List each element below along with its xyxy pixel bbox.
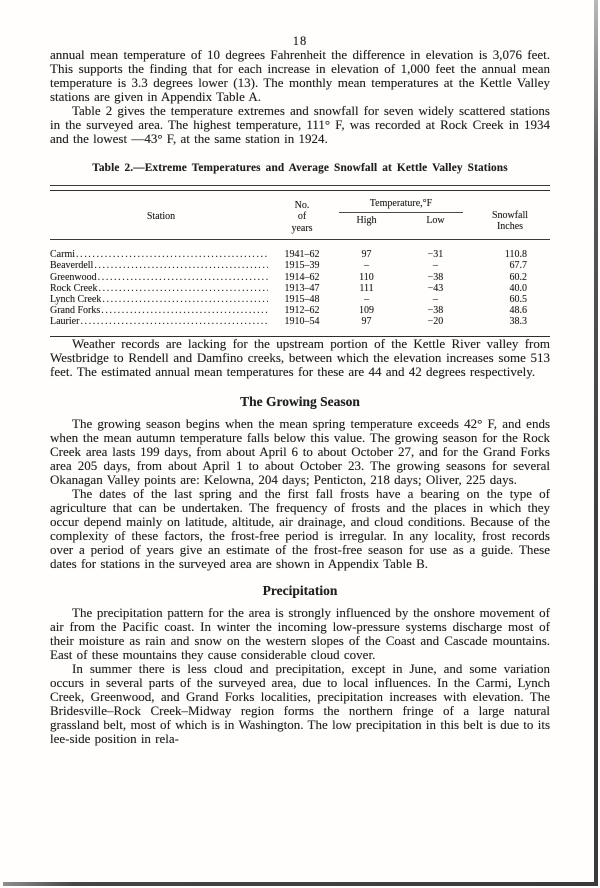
table-row <box>50 294 550 305</box>
cell-station <box>50 260 272 271</box>
header-high-low-row <box>332 215 470 226</box>
cell-high: 97 <box>361 249 372 261</box>
header-years-line1: No. <box>294 200 310 212</box>
dot-leader <box>98 272 268 283</box>
header-temperature-label: Temperature,°F <box>369 198 433 210</box>
cell-high: 111 <box>359 282 374 294</box>
heading-precipitation: Precipitation <box>262 583 338 599</box>
header-high: High <box>356 215 377 227</box>
page-number: 18 <box>292 34 308 48</box>
cell-low: – <box>433 260 438 272</box>
scan-shadow-right <box>594 0 598 882</box>
cell-years: 1912–62 <box>284 305 320 317</box>
paragraph-table2-intro: Table 2 gives the temperature extremes and snowfall for seven widely scattered stations in the surveyed area. The highest temperature, 111° F, was recorded at Rock Creek in 1934 and the lowest —43° F, at the same station in 1924. <box>50 103 550 146</box>
dot-leader <box>94 260 268 271</box>
header-station <box>50 195 272 239</box>
cell-snowfall: 38.3 <box>509 316 527 328</box>
temperature-subrule <box>339 212 463 213</box>
cell-station <box>50 283 272 294</box>
paragraph-weather-records: Weather records are lacking for the upstream portion of the Kettle River valley from Westbridge to Rendell and Damfino creeks, between which the elevation increases some 513 feet. The estimated annual mean temperatures for these are 44 and 42 degrees respectively. <box>50 336 550 380</box>
paragraph-precipitation-1: The precipitation pattern for the area is strongly influenced by the onshore movement of air from the Pacific coast. In winter the incoming low-pressure systems discharge most of their moisture as rain and snow on the western slopes of the Coast and Cascade mountains. East of these mountains they cause considerable cloud cover. <box>50 605 550 663</box>
cell-snowfall: 60.5 <box>509 293 527 305</box>
table-2-title: Table 2.—Extreme Temperatures and Average Snowfall at Kettle Valley Stations <box>92 162 508 174</box>
dot-leader <box>76 249 268 260</box>
cell-low: −43 <box>427 282 444 294</box>
header-snowfall <box>470 195 550 239</box>
header-years <box>272 195 332 239</box>
station-name: Lynch Creek <box>50 293 102 305</box>
header-snowfall-line2: Inches <box>496 221 524 233</box>
cell-station <box>50 249 272 260</box>
table-header-row <box>50 195 550 239</box>
table-2 <box>50 185 550 337</box>
cell-station <box>50 316 272 327</box>
dot-leader <box>101 305 268 316</box>
cell-years: 1941–62 <box>284 249 320 261</box>
dot-leader <box>99 283 269 294</box>
cell-high: 110 <box>359 271 374 283</box>
cell-low: −20 <box>427 316 444 328</box>
cell-high: 97 <box>361 316 372 328</box>
table-row <box>50 316 550 327</box>
table-row <box>50 272 550 283</box>
cell-low: −38 <box>427 305 444 317</box>
page-content <box>50 0 550 746</box>
table-row <box>50 260 550 271</box>
cell-years: 1910–54 <box>284 316 320 328</box>
header-years-line3: years <box>291 222 313 234</box>
station-name: Beaverdell <box>50 260 94 272</box>
station-name: Greenwood <box>50 271 97 283</box>
cell-years: 1915–39 <box>284 260 320 272</box>
station-name: Grand Forks <box>50 305 101 317</box>
cell-snowfall: 40.0 <box>509 282 527 294</box>
station-name: Rock Creek <box>50 282 98 294</box>
cell-station <box>50 294 272 305</box>
cell-station <box>50 305 272 316</box>
paragraph-growing-season-2: The dates of the last spring and the first fall frosts have a bearing on the type of agriculture that can be undertaken. The frequency of frosts and the places in which they occur depend mainly on latitude, altitude, air drainage, and cloud conditions. Because of the complexity of these factors, the frost-free period is irregular. In any locality, frost records over a period of years give an estimate of the frost-free season for use as a guide. These dates for stations in the surveyed area are shown in Appendix Table B. <box>50 486 550 572</box>
table-row <box>50 249 550 260</box>
cell-high: 109 <box>359 305 374 317</box>
station-name: Laurier <box>50 316 80 328</box>
dot-leader <box>80 316 268 327</box>
cell-snowfall: 110.8 <box>504 249 527 261</box>
dot-leader <box>102 294 268 305</box>
cell-snowfall: 60.2 <box>509 271 527 283</box>
table-row <box>50 283 550 294</box>
cell-low: – <box>433 293 438 305</box>
cell-high: – <box>364 293 369 305</box>
paragraph-growing-season-1: The growing season begins when the mean spring temperature exceeds 42° F, and ends when the mean autumn temperature falls below this value. The growing season for the Rock Creek area lasts 199 days, from about April 6 to about October 27, and for the Grand Forks area 205 days, from about April 1 to about October 23. The growing seasons for several Okanagan Valley points are: Kelowna, 204 days; Penticton, 218 days; Oliver, 225 days. <box>50 416 550 488</box>
cell-years: 1913–47 <box>284 282 320 294</box>
paragraph-annual-mean: annual mean temperature of 10 degrees Fahrenheit the difference in elevation is 3,076 feet. This supports the finding that for each increase in elevation of 1,000 feet the annual mean temperature is 3.3 degrees lower (13). The monthly mean temperatures at the Kettle Valley stations are given in Appendix Table A. <box>50 47 550 104</box>
cell-years: 1915–48 <box>284 293 320 305</box>
cell-low: −38 <box>427 271 444 283</box>
cell-snowfall: 48.6 <box>509 305 527 317</box>
scan-shadow-bottom <box>3 882 598 886</box>
heading-growing-season: The Growing Season <box>240 394 360 410</box>
cell-years: 1914–62 <box>284 271 320 283</box>
header-temperature-group <box>332 195 470 239</box>
header-snowfall-line1: Snowfall <box>491 209 529 221</box>
station-name: Carmi <box>50 249 75 261</box>
table-top-rule-thick <box>50 190 550 192</box>
header-low: Low <box>426 215 445 227</box>
paragraph-precipitation-2: In summer there is less cloud and precipitation, except in June, and some variation occurs in several parts of the surveyed area, due to local influences. In the Carmi, Lynch Creek, Greenwood, and Grand Forks localities, precipitation increases with elevation. The Bridesville–Rock Creek–Midway region forms the northern fringe of a large natural grassland belt, most of which is in Washington. The low precipitation in this belt is due to its lee-side position in rela- <box>50 661 550 747</box>
header-years-line2: of <box>297 211 307 223</box>
cell-station <box>50 272 272 283</box>
cell-high: – <box>364 260 369 272</box>
table-body <box>50 240 550 335</box>
cell-snowfall: 67.7 <box>509 260 527 272</box>
cell-low: −31 <box>427 249 444 261</box>
table-row <box>50 305 550 316</box>
header-station-label: Station <box>146 211 176 223</box>
